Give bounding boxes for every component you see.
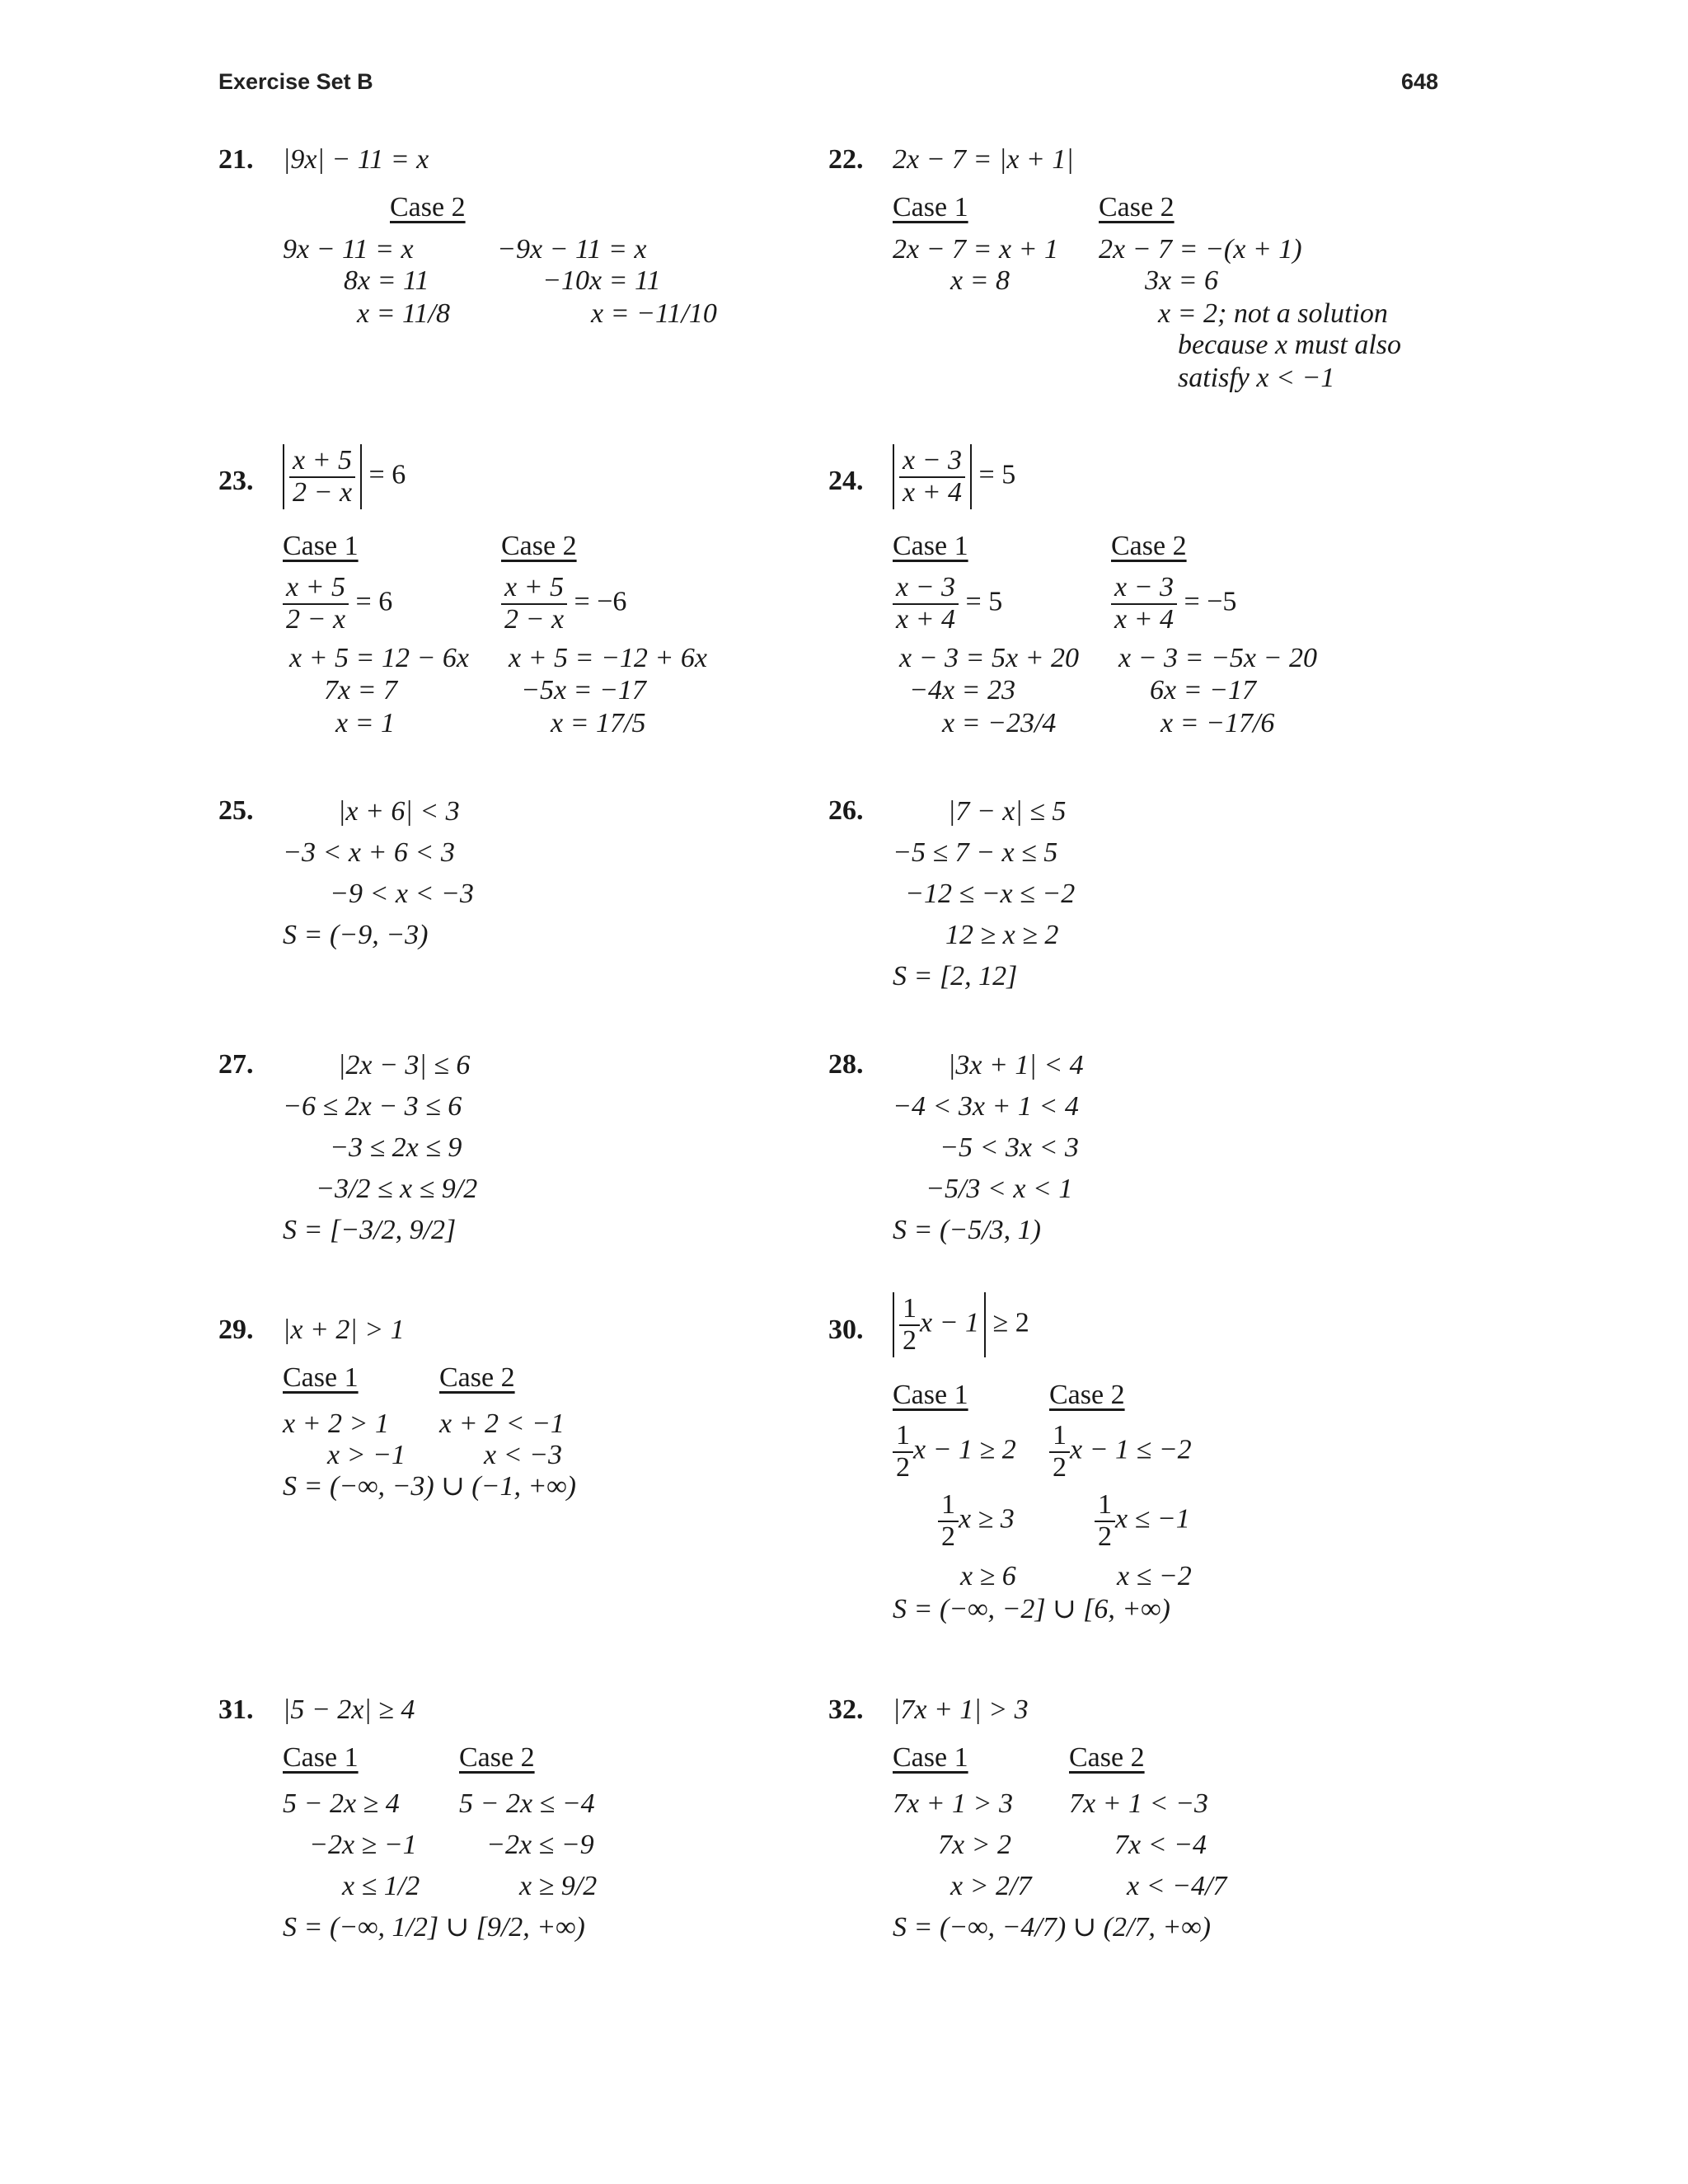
case-1-line: x + 5 = 12 − 6x xyxy=(289,643,470,673)
solution-set: S = (−5/3, 1) xyxy=(893,1215,1041,1245)
solution-line: 12 ≥ x ≥ 2 xyxy=(945,920,1059,950)
solution-line: |7 − x| ≤ 5 xyxy=(948,796,1067,827)
case-1-line: $\frac{1}{2}$ x ≥ 3 xyxy=(938,1490,1015,1552)
problem-number: 29. xyxy=(218,1315,254,1345)
solution-line: −12 ≤ −x ≤ −2 xyxy=(905,879,1076,909)
solution-set: S = (−∞, −3) ∪ (−1, +∞) xyxy=(283,1471,576,1502)
solution-set: S = (−∞, −2] ∪ [6, +∞) xyxy=(893,1594,1170,1624)
case-1-line: x + 2 > 1 xyxy=(283,1408,389,1439)
case-1-line: −4x = 23 xyxy=(909,675,1015,705)
case-2-line: 7x < −4 xyxy=(1114,1830,1207,1860)
header-title: Exercise Set B xyxy=(218,69,373,94)
case-2-line: $\frac{1}{2}$ x ≤ −1 xyxy=(1095,1490,1190,1552)
problem-number: 23. xyxy=(218,466,254,496)
solution-line: −3 < x + 6 < 3 xyxy=(283,837,455,868)
problem-equation: $\frac{x + 5}{2 - x}$ = 6 xyxy=(283,444,406,509)
case-1-line: 5 − 2x ≥ 4 xyxy=(283,1788,400,1819)
case-2-line: x − 3 = −5x − 20 xyxy=(1118,643,1317,673)
solution-line: |x + 6| < 3 xyxy=(338,796,460,827)
case-2-line: −10x = 11 xyxy=(542,265,661,296)
problem-equation: $\frac{1}{2}$ x − 1 ≥ 2 xyxy=(893,1292,1029,1357)
solution-line: −6 ≤ 2x − 3 ≤ 6 xyxy=(283,1091,462,1122)
solution-line: −5/3 < x < 1 xyxy=(926,1174,1073,1204)
case-2-line: x ≥ 9/2 xyxy=(519,1871,598,1901)
problem-number: 22. xyxy=(828,144,864,175)
problem-number: 28. xyxy=(828,1049,864,1080)
case-1-line: x ≤ 1/2 xyxy=(342,1871,420,1901)
case-2-line: 7x + 1 < −3 xyxy=(1069,1788,1208,1819)
solution-line: −3 ≤ 2x ≤ 9 xyxy=(330,1132,462,1163)
solution-line: −5 < 3x < 3 xyxy=(940,1132,1079,1163)
page-number: 648 xyxy=(1400,69,1438,94)
solution-line: −5 ≤ 7 − x ≤ 5 xyxy=(893,837,1058,868)
solution-line: |3x + 1| < 4 xyxy=(948,1050,1084,1080)
case-2-label: Case 2 xyxy=(1069,1742,1145,1773)
case-1-label: Case 1 xyxy=(893,192,968,223)
problem-number: 31. xyxy=(218,1694,254,1725)
solution-set: S = [2, 12] xyxy=(893,961,1018,991)
case-2-line: 3x = 6 xyxy=(1145,265,1219,296)
problem-equation: |7x + 1| > 3 xyxy=(893,1694,1029,1725)
problem-number: 32. xyxy=(828,1694,864,1725)
case-1-line: −2x ≥ −1 xyxy=(309,1830,417,1860)
case-1-line: x > −1 xyxy=(327,1440,406,1470)
case-1-line: x = −23/4 xyxy=(942,708,1057,738)
problem-equation: |9x| − 11 = x xyxy=(283,144,429,175)
problem-equation: |x + 2| > 1 xyxy=(283,1315,405,1345)
case-1-line: 8x = 11 xyxy=(344,265,429,296)
case-2-line: −2x ≤ −9 xyxy=(486,1830,594,1860)
problem-number: 30. xyxy=(828,1315,864,1345)
solution-set: S = (−∞, −4/7) ∪ (2/7, +∞) xyxy=(893,1912,1211,1943)
problem-equation: 2x − 7 = |x + 1| xyxy=(893,144,1074,175)
case-1-line: x = 11/8 xyxy=(357,298,450,329)
case-1-label: Case 1 xyxy=(283,1742,359,1773)
problem-number: 24. xyxy=(828,466,864,496)
case-2-label: Case 2 xyxy=(1099,192,1175,223)
case-2-line: −5x = −17 xyxy=(521,675,646,705)
solution-line: −4 < 3x + 1 < 4 xyxy=(893,1091,1079,1122)
case-1-fraction: $\frac{x + 5}{2 - x}$ = 6 xyxy=(283,573,392,635)
problem-number: 26. xyxy=(828,795,864,826)
case-1-label: Case 1 xyxy=(893,1380,968,1410)
problem-number: 27. xyxy=(218,1049,254,1080)
case-2-line: 2x − 7 = −(x + 1) xyxy=(1099,234,1302,265)
case-1-line: 7x = 7 xyxy=(324,675,398,705)
problem-equation: |5 − 2x| ≥ 4 xyxy=(283,1694,415,1725)
case-2-line: satisfy x < −1 xyxy=(1178,363,1335,393)
case-1-line: 7x > 2 xyxy=(938,1830,1012,1860)
case-2-line: because x must also xyxy=(1178,330,1402,360)
case-2-label: Case 2 xyxy=(439,1362,515,1393)
solution-line: |2x − 3| ≤ 6 xyxy=(338,1050,471,1080)
case-1-fraction: $\frac{x - 3}{x + 4}$ = 5 xyxy=(893,573,1002,635)
case-2-line: x = −11/10 xyxy=(591,298,717,329)
case-1-line: x − 3 = 5x + 20 xyxy=(899,643,1080,673)
case-2-line: x < −4/7 xyxy=(1127,1871,1227,1901)
solution-line: −3/2 ≤ x ≤ 9/2 xyxy=(316,1174,478,1204)
case-2-line: x ≤ −2 xyxy=(1117,1561,1192,1591)
case-1-label: Case 1 xyxy=(283,1362,359,1393)
case-2-line: x = 2; not a solution xyxy=(1158,298,1388,329)
case-1-label: Case 1 xyxy=(893,531,968,561)
case-2-line: −9x − 11 = x xyxy=(497,234,647,265)
case-2-label: Case 2 xyxy=(1049,1380,1125,1410)
case-1-label: Case 1 xyxy=(283,531,359,561)
case-2-line: x + 2 < −1 xyxy=(439,1408,565,1439)
case-2-line: x = −17/6 xyxy=(1160,708,1275,738)
solution-set: S = [−3/2, 9/2] xyxy=(283,1215,457,1245)
case-2-line: x = 17/5 xyxy=(551,708,646,738)
case-2-line: $\frac{1}{2}$ x − 1 ≤ −2 xyxy=(1049,1421,1192,1483)
case-1-line: x > 2/7 xyxy=(950,1871,1032,1901)
case-2-fraction: $\frac{x - 3}{x + 4}$ = −5 xyxy=(1111,573,1236,635)
solution-set: S = (−9, −3) xyxy=(283,920,429,950)
case-2-line: x + 5 = −12 + 6x xyxy=(509,643,707,673)
solution-line: −9 < x < −3 xyxy=(330,879,474,909)
case-1-line: 2x − 7 = x + 1 xyxy=(893,234,1059,265)
solution-set: S = (−∞, 1/2] ∪ [9/2, +∞) xyxy=(283,1912,585,1943)
case-1-line: x = 1 xyxy=(335,708,396,738)
case-1-line: x ≥ 6 xyxy=(960,1561,1016,1591)
case-2-fraction: $\frac{x + 5}{2 - x}$ = −6 xyxy=(501,573,626,635)
case-2-line: x < −3 xyxy=(484,1440,562,1470)
case-2-line: 5 − 2x ≤ −4 xyxy=(459,1788,595,1819)
case-2-label: Case 2 xyxy=(390,192,466,223)
case-2-label: Case 2 xyxy=(459,1742,535,1773)
case-1-line: 9x − 11 = x xyxy=(283,234,414,265)
case-1-label: Case 1 xyxy=(893,1742,968,1773)
case-1-line: x = 8 xyxy=(950,265,1010,296)
problem-number: 21. xyxy=(218,144,254,175)
problem-number: 25. xyxy=(218,795,254,826)
case-2-label: Case 2 xyxy=(501,531,577,561)
problem-equation: $\frac{x - 3}{x + 4}$ = 5 xyxy=(893,444,1015,509)
case-1-line: 7x + 1 > 3 xyxy=(893,1788,1013,1819)
case-2-line: 6x = −17 xyxy=(1150,675,1256,705)
case-2-label: Case 2 xyxy=(1111,531,1187,561)
case-1-line: $\frac{1}{2}$ x − 1 ≥ 2 xyxy=(893,1421,1016,1483)
